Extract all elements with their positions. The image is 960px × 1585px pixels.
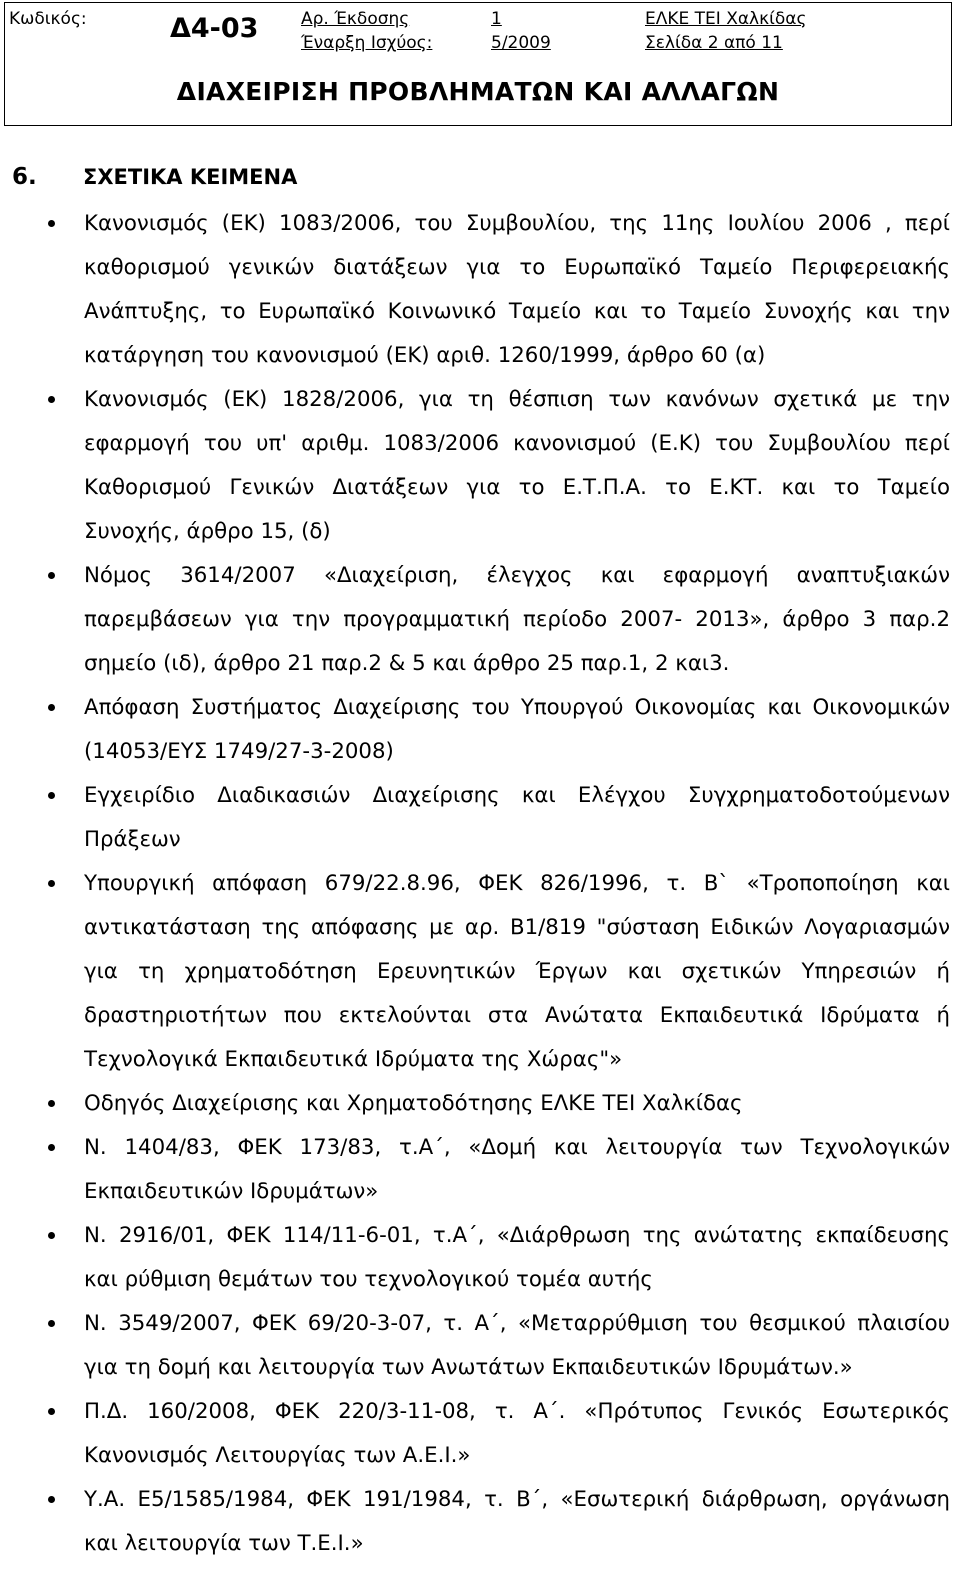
effective-date-label: Έναρξη Ισχύος:	[301, 33, 433, 53]
reference-line: για τη χρηματοδότηση Ερευνητικών Έργων και σχετικών Υπηρεσιών ή	[84, 959, 950, 984]
reference-line: για τη δομή και λειτουργία των Ανωτάτων Εκπαιδευτικών Ιδρυμάτων.»	[84, 1355, 853, 1380]
reference-item	[84, 202, 950, 378]
effective-date-value: 5/2009	[491, 33, 551, 53]
bullet-icon	[48, 1232, 55, 1239]
reference-line: Συνοχής, άρθρο 15, (δ)	[84, 519, 331, 544]
reference-item	[84, 1478, 950, 1566]
reference-item	[84, 1082, 950, 1126]
reference-line: Ν. 1404/83, ΦΕΚ 173/83, τ.Α΄, «Δομή και λειτουργία των Τεχνολογικών	[84, 1135, 950, 1160]
reference-line: Νόμος 3614/2007 «Διαχείριση, έλεγχος και εφαρμογή αναπτυξιακών	[84, 563, 950, 588]
bullet-icon	[48, 220, 55, 227]
reference-line: αντικατάσταση της απόφασης με αρ. Β1/819 "σύσταση Ειδικών Λογαριασμών	[84, 915, 950, 940]
reference-line: Πράξεων	[84, 827, 181, 852]
section-title: ΣΧΕΤΙΚΑ ΚΕΙΜΕΝΑ	[83, 165, 298, 189]
reference-line: καθορισμού γενικών διατάξεων για το Ευρωπαϊκό Ταμείο Περιφερειακής	[84, 255, 950, 280]
reference-line: και ρύθμιση θεμάτων του τεχνολογικού τομέα αυτής	[84, 1267, 653, 1292]
bullet-icon	[48, 1144, 55, 1151]
reference-line: Υ.Α. Ε5/1585/1984, ΦΕΚ 191/1984, τ. Β΄, «Εσωτερική διάρθρωση, οργάνωση	[84, 1487, 950, 1512]
reference-line: Κανονισμός (ΕΚ) 1083/2006, του Συμβουλίου, της 11ης Ιουλίου 2006 , περί	[84, 211, 950, 236]
reference-item	[84, 774, 950, 862]
reference-line: Τεχνολογικά Εκπαιδευτικά Ιδρύματα της Χώρας"»	[84, 1047, 623, 1072]
reference-line: Ν. 3549/2007, ΦΕΚ 69/20-3-07, τ. Α΄, «Μεταρρύθμιση του θεσμικού πλαισίου	[84, 1311, 950, 1336]
bullet-icon	[48, 1408, 55, 1415]
reference-line: Οδηγός Διαχείρισης και Χρηματοδότησης ΕΛΚΕ ΤΕΙ Χαλκίδας	[84, 1091, 743, 1116]
reference-line: δραστηριοτήτων που εκτελούνται στα Ανώτατα Εκπαιδευτικά Ιδρύματα ή	[84, 1003, 950, 1028]
reference-line: Εγχειρίδιο Διαδικασιών Διαχείρισης και Ελέγχου Συγχρηματοδοτούμενων	[84, 783, 950, 808]
code-value: Δ4-03	[170, 13, 259, 44]
code-label: Κωδικός:	[9, 9, 87, 29]
bullet-icon	[48, 1320, 55, 1327]
document-header	[4, 2, 952, 126]
bullet-icon	[48, 704, 55, 711]
reference-item	[84, 554, 950, 686]
reference-line: κατάργηση του κανονισμού (ΕΚ) αριθ. 1260/1999, άρθρο 60 (α)	[84, 343, 766, 368]
bullet-icon	[48, 396, 55, 403]
bullet-icon	[48, 1496, 55, 1503]
reference-item	[84, 1126, 950, 1214]
reference-item	[84, 378, 950, 554]
edition-value: 1	[491, 9, 502, 29]
reference-line: (14053/ΕΥΣ 1749/27-3-2008)	[84, 739, 394, 764]
reference-line: Κανονισμός Λειτουργίας των Α.Ε.Ι.»	[84, 1443, 471, 1468]
reference-line: παρεμβάσεων για την προγραμματική περίοδο 2007- 2013», άρθρο 3 παρ.2	[84, 607, 950, 632]
reference-item	[84, 1214, 950, 1302]
reference-line: Καθορισμού Γενικών Διατάξεων για το Ε.Τ.Π.Α. το Ε.ΚΤ. και το Ταμείο	[84, 475, 950, 500]
reference-line: εφαρμογή του υπ' αριθμ. 1083/2006 κανονισμού (Ε.Κ) του Συμβουλίου περί	[84, 431, 950, 456]
reference-line: Υπουργική απόφαση 679/22.8.96, ΦΕΚ 826/1996, τ. Β` «Τροποποίηση και	[84, 871, 950, 896]
reference-line: Π.Δ. 160/2008, ΦΕΚ 220/3-11-08, τ. Α΄. «Πρότυπος Γενικός Εσωτερικός	[84, 1399, 950, 1424]
reference-item	[84, 686, 950, 774]
organization-name: ΕΛΚΕ ΤΕΙ Χαλκίδας	[645, 9, 807, 29]
reference-line: Ν. 2916/01, ΦΕΚ 114/11-6-01, τ.Α΄, «Διάρθρωση της ανώτατης εκπαίδευσης	[84, 1223, 950, 1248]
document-title: ΔΙΑΧΕΙΡΙΣΗ ΠΡΟΒΛΗΜΑΤΩΝ ΚΑΙ ΑΛΛΑΓΩΝ	[176, 77, 780, 106]
reference-line: Απόφαση Συστήματος Διαχείρισης του Υπουργού Οικονομίας και Οικονομικών	[84, 695, 950, 720]
section-number: 6.	[12, 164, 37, 190]
reference-line: Ανάπτυξης, το Ευρωπαϊκό Κοινωνικό Ταμείο και το Ταμείο Συνοχής και την	[84, 299, 950, 324]
page-number: Σελίδα 2 από 11	[645, 33, 783, 53]
reference-line: Εκπαιδευτικών Ιδρυμάτων»	[84, 1179, 379, 1204]
reference-item	[84, 1390, 950, 1478]
bullet-icon	[48, 572, 55, 579]
edition-label: Αρ. Έκδοσης	[301, 9, 410, 29]
bullet-icon	[48, 880, 55, 887]
reference-line: σημείο (ιδ), άρθρο 21 παρ.2 & 5 και άρθρο 25 παρ.1, 2 και3.	[84, 651, 730, 676]
bullet-icon	[48, 792, 55, 799]
reference-item	[84, 862, 950, 1082]
reference-line: και λειτουργία των Τ.Ε.Ι.»	[84, 1531, 364, 1556]
reference-line: Κανονισμός (ΕΚ) 1828/2006, για τη θέσπιση των κανόνων σχετικά με την	[84, 387, 950, 412]
bullet-icon	[48, 1100, 55, 1107]
reference-item	[84, 1302, 950, 1390]
